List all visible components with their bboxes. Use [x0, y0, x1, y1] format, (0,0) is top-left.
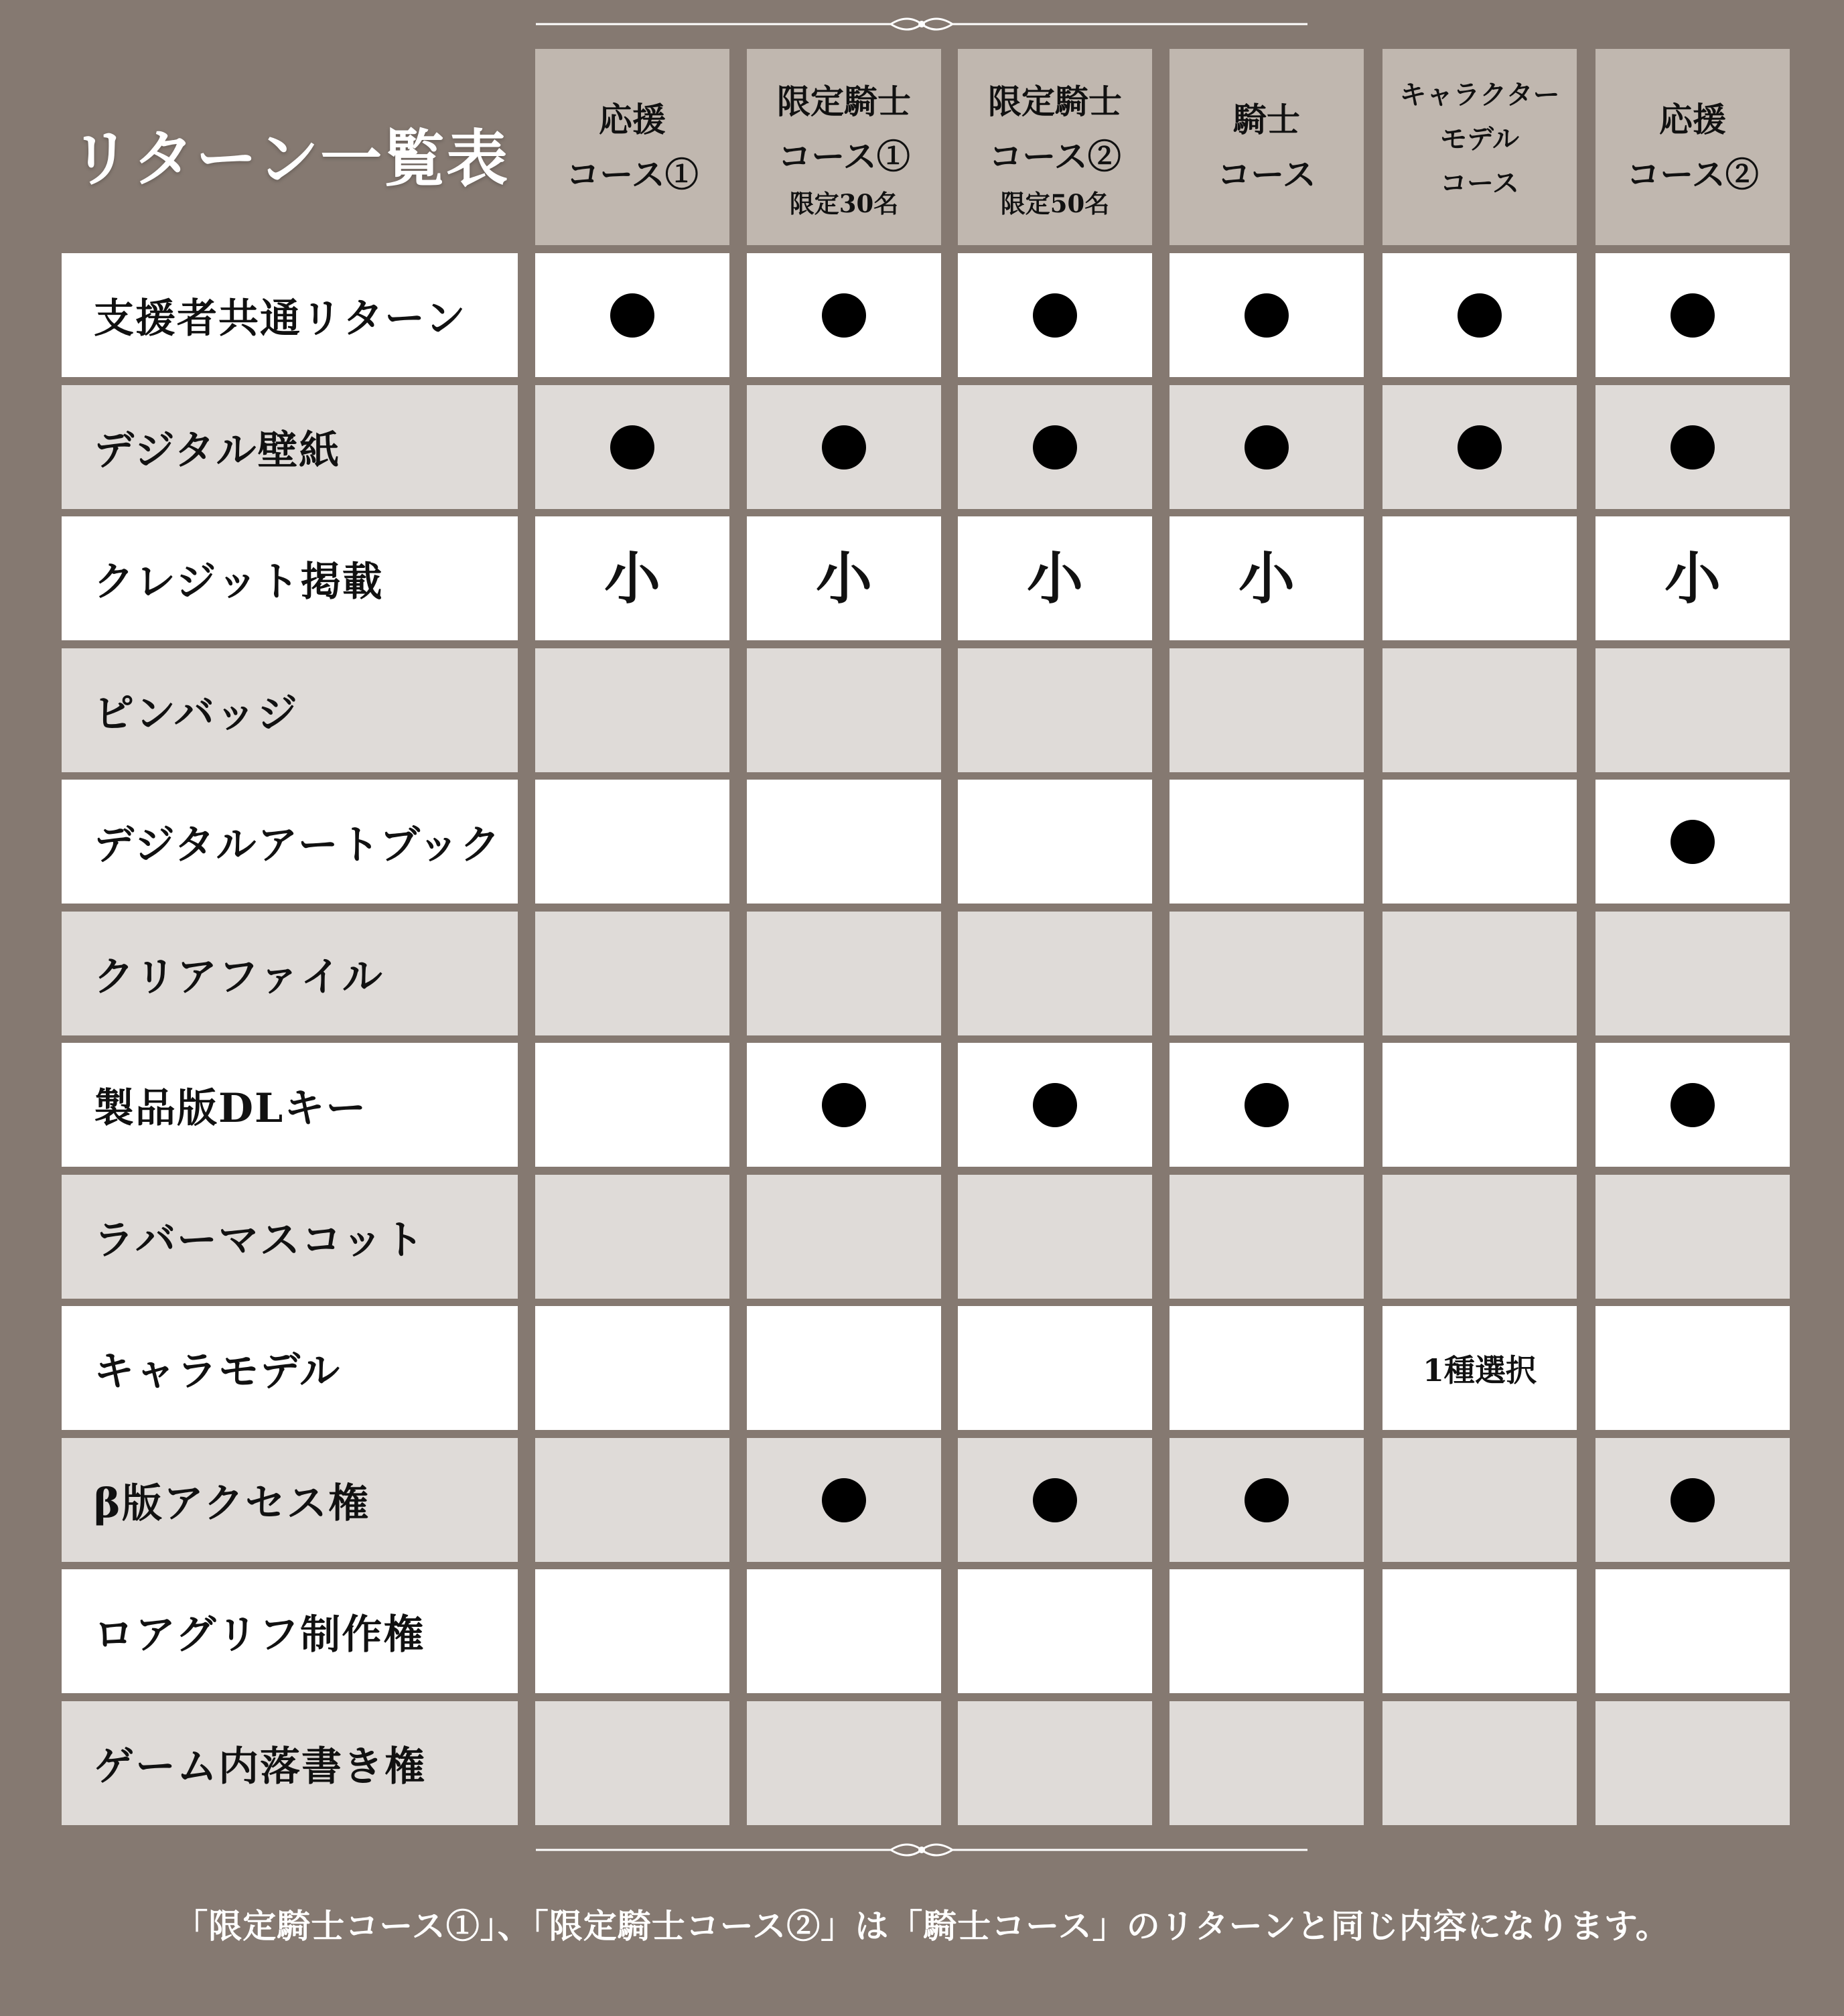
column-header-limit: 限定50名 — [1000, 188, 1110, 218]
row-label: ラバーマスコット — [62, 1175, 518, 1299]
table-cell — [1382, 1701, 1577, 1825]
included-dot-icon — [822, 425, 866, 470]
column-header-4 — [1169, 49, 1364, 245]
column-header-5 — [1382, 49, 1577, 245]
cell-value: 小 — [1664, 545, 1721, 611]
included-dot-icon — [822, 1083, 866, 1127]
ornament-divider-bottom — [536, 1837, 1307, 1863]
table-cell — [1382, 648, 1577, 772]
table-cell — [1595, 648, 1790, 772]
table-cell — [1595, 253, 1790, 377]
row-label: クリアファイル — [62, 912, 518, 1035]
table-cell — [1595, 1306, 1790, 1430]
table-cell — [1595, 1043, 1790, 1167]
table-cell — [1382, 1043, 1577, 1167]
table-cell — [1595, 912, 1790, 1035]
table-cell — [1595, 1569, 1790, 1693]
column-header-2 — [747, 49, 941, 245]
table-cell — [1595, 516, 1790, 640]
table-cell — [747, 912, 941, 1035]
table-cell — [958, 648, 1152, 772]
table-cell — [1169, 253, 1364, 377]
table-cell — [1382, 385, 1577, 509]
table-cell — [1169, 1569, 1364, 1693]
table-cell — [747, 1438, 941, 1562]
row-label: ピンバッジ — [62, 648, 518, 772]
column-header-title: キャラクター モデル コース — [1399, 78, 1560, 199]
table-cell — [1382, 1438, 1577, 1562]
row-label: デジタル壁紙 — [62, 385, 518, 509]
table-cell — [535, 516, 729, 640]
column-header-title: 応援 コース② — [1626, 99, 1759, 194]
table-cell — [958, 1438, 1152, 1562]
column-header-3 — [958, 49, 1152, 245]
column-header-title: 応援 コース① — [566, 99, 699, 194]
table-cell — [1169, 516, 1364, 640]
row-label: ゲーム内落書き権 — [62, 1701, 518, 1825]
included-dot-icon — [1671, 1083, 1715, 1127]
included-dot-icon — [1033, 293, 1077, 338]
cell-value: 小 — [604, 545, 660, 611]
ornament-divider-top — [536, 11, 1307, 38]
table-cell — [1169, 385, 1364, 509]
row-label: 製品版DLキー — [62, 1043, 518, 1167]
column-header-title: 限定騎士 コース② — [988, 81, 1122, 176]
table-cell — [1595, 780, 1790, 904]
table-cell — [535, 648, 729, 772]
included-dot-icon — [1671, 1478, 1715, 1522]
table-cell — [747, 1569, 941, 1693]
table-cell — [535, 780, 729, 904]
table-cell — [535, 1043, 729, 1167]
included-dot-icon — [610, 425, 654, 470]
table-cell — [1595, 385, 1790, 509]
column-header-limit: 限定30名 — [789, 188, 899, 218]
table-cell — [1382, 780, 1577, 904]
table-cell — [958, 253, 1152, 377]
table-cell — [1169, 1175, 1364, 1299]
page-title: リターン一覧表 — [69, 123, 510, 195]
table-cell — [958, 1569, 1152, 1693]
included-dot-icon — [1245, 1083, 1289, 1127]
included-dot-icon — [1458, 425, 1502, 470]
table-cell — [535, 912, 729, 1035]
table-cell — [1169, 648, 1364, 772]
table-cell — [535, 253, 729, 377]
cell-value: 1種選択 — [1422, 1352, 1537, 1388]
table-cell — [958, 1306, 1152, 1430]
table-cell — [1169, 1306, 1364, 1430]
table-cell — [1169, 780, 1364, 904]
table-cell — [958, 912, 1152, 1035]
included-dot-icon — [1671, 820, 1715, 864]
column-header-6 — [1595, 49, 1790, 245]
row-label: β版アクセス権 — [62, 1438, 518, 1562]
row-label: クレジット掲載 — [62, 516, 518, 640]
table-cell — [1382, 1569, 1577, 1693]
table-cell — [1382, 1306, 1577, 1430]
table-cell — [1382, 253, 1577, 377]
table-cell — [958, 385, 1152, 509]
table-cell — [747, 516, 941, 640]
table-cell — [1382, 516, 1577, 640]
row-label: デジタルアートブック — [62, 780, 518, 904]
included-dot-icon — [1245, 425, 1289, 470]
table-cell — [1595, 1438, 1790, 1562]
cell-value: 小 — [1238, 545, 1295, 611]
table-cell — [747, 780, 941, 904]
included-dot-icon — [1671, 293, 1715, 338]
table-cell — [1169, 1043, 1364, 1167]
table-cell — [958, 780, 1152, 904]
included-dot-icon — [1033, 1478, 1077, 1522]
included-dot-icon — [822, 293, 866, 338]
table-cell — [747, 1043, 941, 1167]
table-cell — [1595, 1701, 1790, 1825]
table-cell — [747, 1175, 941, 1299]
table-cell — [535, 1569, 729, 1693]
table-cell — [535, 1438, 729, 1562]
column-header-title: 限定騎士 コース① — [777, 81, 911, 176]
column-header-title: 騎士 コース — [1217, 99, 1316, 194]
table-cell — [1169, 1701, 1364, 1825]
table-cell — [958, 1043, 1152, 1167]
included-dot-icon — [610, 293, 654, 338]
cell-value: 小 — [1026, 545, 1083, 611]
table-cell — [958, 516, 1152, 640]
table-cell — [747, 385, 941, 509]
table-cell — [747, 1701, 941, 1825]
column-header-1 — [535, 49, 729, 245]
row-label: 支援者共通リターン — [62, 253, 518, 377]
row-label: ロアグリフ制作権 — [62, 1569, 518, 1693]
table-cell — [1169, 1438, 1364, 1562]
table-cell — [747, 648, 941, 772]
included-dot-icon — [1458, 293, 1502, 338]
table-cell — [535, 1306, 729, 1430]
table-cell — [1382, 912, 1577, 1035]
included-dot-icon — [822, 1478, 866, 1522]
included-dot-icon — [1033, 1083, 1077, 1127]
table-cell — [958, 1701, 1152, 1825]
table-cell — [747, 1306, 941, 1430]
table-cell — [1382, 1175, 1577, 1299]
included-dot-icon — [1033, 425, 1077, 470]
table-cell — [1169, 912, 1364, 1035]
table-cell — [958, 1175, 1152, 1299]
table-cell — [535, 1701, 729, 1825]
table-cell — [535, 1175, 729, 1299]
table-cell — [747, 253, 941, 377]
footnote: 「限定騎士コース①」、「限定騎士コース②」は「騎士コース」のリターンと同じ内容になります。 — [174, 1906, 1670, 1946]
included-dot-icon — [1671, 425, 1715, 470]
row-label: キャラモデル — [62, 1306, 518, 1430]
table-cell — [535, 385, 729, 509]
table-cell — [1595, 1175, 1790, 1299]
included-dot-icon — [1245, 293, 1289, 338]
cell-value: 小 — [815, 545, 872, 611]
included-dot-icon — [1245, 1478, 1289, 1522]
